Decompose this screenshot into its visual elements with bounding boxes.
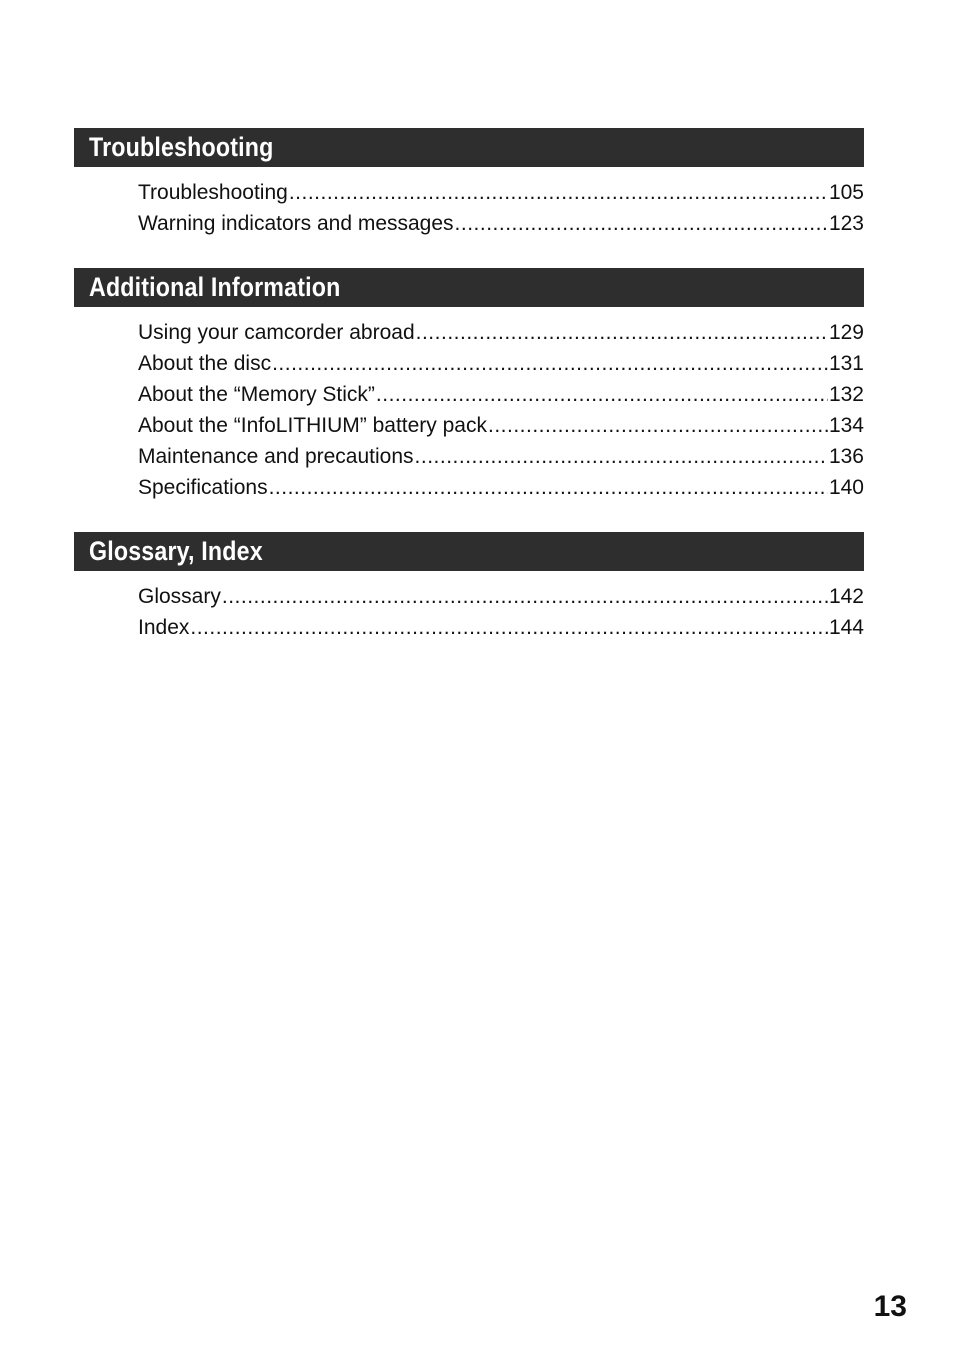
entry-title: Maintenance and precautions: [138, 445, 414, 468]
page-number: 13: [873, 1290, 907, 1323]
toc-entry[interactable]: [138, 208, 864, 239]
table-of-contents: [74, 128, 864, 672]
entry-title: Glossary: [138, 585, 221, 608]
toc-entry[interactable]: [138, 581, 864, 612]
toc-entry[interactable]: [138, 177, 864, 208]
entry-page: 136: [828, 445, 864, 468]
section-troubleshooting: [74, 128, 864, 239]
toc-entry[interactable]: [138, 317, 864, 348]
section-heading: Glossary, Index: [74, 532, 864, 571]
entry-page: 105: [828, 181, 864, 204]
dot-leader: [488, 410, 828, 441]
dot-leader: [376, 379, 828, 410]
entry-page: 131: [828, 352, 864, 375]
section-additional-information: [74, 268, 864, 503]
section-heading: Troubleshooting: [74, 128, 864, 167]
dot-leader: [222, 581, 828, 612]
dot-leader: [190, 612, 828, 643]
entry-page: 132: [828, 383, 864, 406]
entry-title: About the disc: [138, 352, 272, 375]
toc-entry[interactable]: [138, 441, 864, 472]
section-glossary-index: [74, 532, 864, 643]
dot-leader: [416, 317, 828, 348]
dot-leader: [289, 177, 828, 208]
section-heading: Additional Information: [74, 268, 864, 307]
toc-entry[interactable]: [138, 410, 864, 441]
entry-list: [74, 581, 864, 643]
entry-page: 142: [828, 585, 864, 608]
entry-list: [74, 177, 864, 239]
entry-page: 140: [828, 476, 864, 499]
toc-entry[interactable]: [138, 612, 864, 643]
entry-page: 129: [828, 321, 864, 344]
dot-leader: [455, 208, 828, 239]
entry-title: Warning indicators and messages: [138, 212, 454, 235]
toc-entry[interactable]: [138, 379, 864, 410]
entry-title: About the “InfoLITHIUM” battery pack: [138, 414, 487, 437]
entry-title: Index: [138, 616, 190, 639]
toc-entry[interactable]: [138, 472, 864, 503]
entry-title: Specifications: [138, 476, 268, 499]
entry-title: Troubleshooting: [138, 181, 288, 204]
entry-page: 134: [828, 414, 864, 437]
entry-page: 144: [828, 616, 864, 639]
dot-leader: [272, 348, 828, 379]
dot-leader: [269, 472, 828, 503]
entry-title: Using your camcorder abroad: [138, 321, 415, 344]
dot-leader: [415, 441, 828, 472]
toc-entry[interactable]: [138, 348, 864, 379]
entry-list: [74, 317, 864, 503]
entry-page: 123: [828, 212, 864, 235]
entry-title: About the “Memory Stick”: [138, 383, 375, 406]
